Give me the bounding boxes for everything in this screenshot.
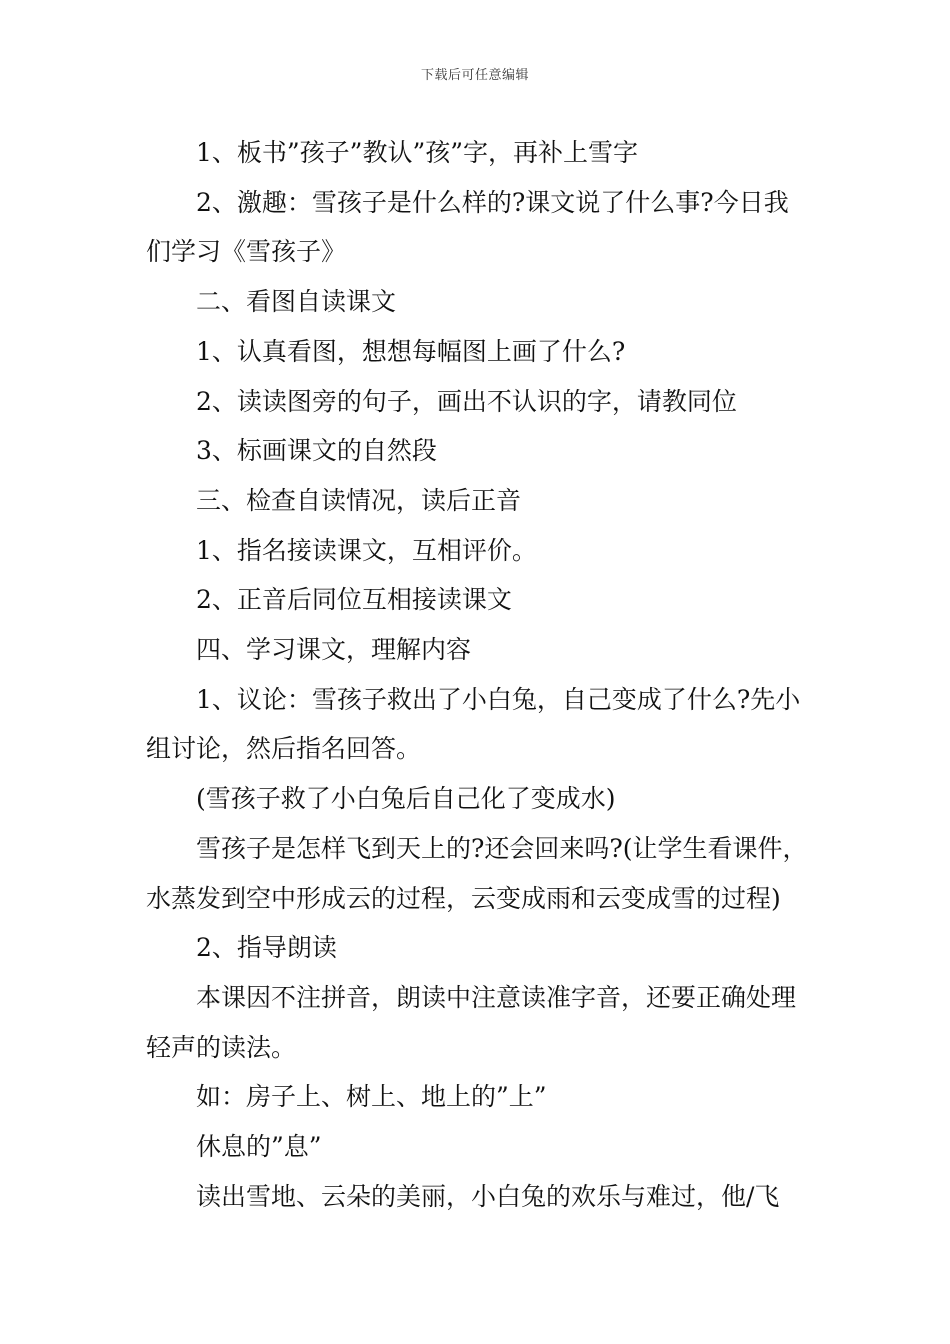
section-heading-4: 四、学习课文，理解内容 [196,635,472,665]
paragraph-1: 1、板书”孩子”教认”孩”字，再补上雪字 [196,138,639,167]
paragraph-5: 3、标画课文的自然段 [196,436,437,466]
paragraph-10: 雪孩子是怎样飞到天上的?还会回来吗?(让学生看课件，水蒸发到空中形成云的过程，云变成雨和云变成雪的过程) [146,833,808,913]
paragraph-9: (雪孩子救了小白兔后自己化了变成水) [196,784,616,814]
paragraph-11: 2、指导朗读 [196,933,337,963]
paragraph-7: 2、正音后同位互相接读课文 [196,585,512,615]
paragraph-15: 读出雪地、云朵的美丽，小白兔的欢乐与难过，他/飞 [196,1181,780,1211]
paragraph-13: 如：房子上、树上、地上的”上” [196,1082,547,1112]
paragraph-2: 2、激趣：雪孩子是什么样的?课文说了什么事?今日我们学习《雪孩子》 [146,187,789,267]
paragraph-12: 本课因不注拼音，朗读中注意读准字音，还要正确处理轻声的读法。 [146,982,797,1062]
section-heading-2: 二、看图自读课文 [196,287,397,317]
paragraph-3: 1、认真看图，想想每幅图上画了什么? [196,336,626,366]
paragraph-8: 1、议论：雪孩子救出了小白兔，自己变成了什么?先小组讨论，然后指名回答。 [146,684,801,764]
page-header: 下载后可任意编辑 [420,68,529,83]
paragraph-4: 2、读读图旁的句子，画出不认识的字，请教同位 [196,386,737,416]
section-heading-3: 三、检查自读情况，读后正音 [196,485,522,515]
document-body [146,128,810,1221]
paragraph-14: 休息的”息” [196,1132,322,1162]
paragraph-6: 1、指名接读课文，互相评价。 [196,535,537,565]
